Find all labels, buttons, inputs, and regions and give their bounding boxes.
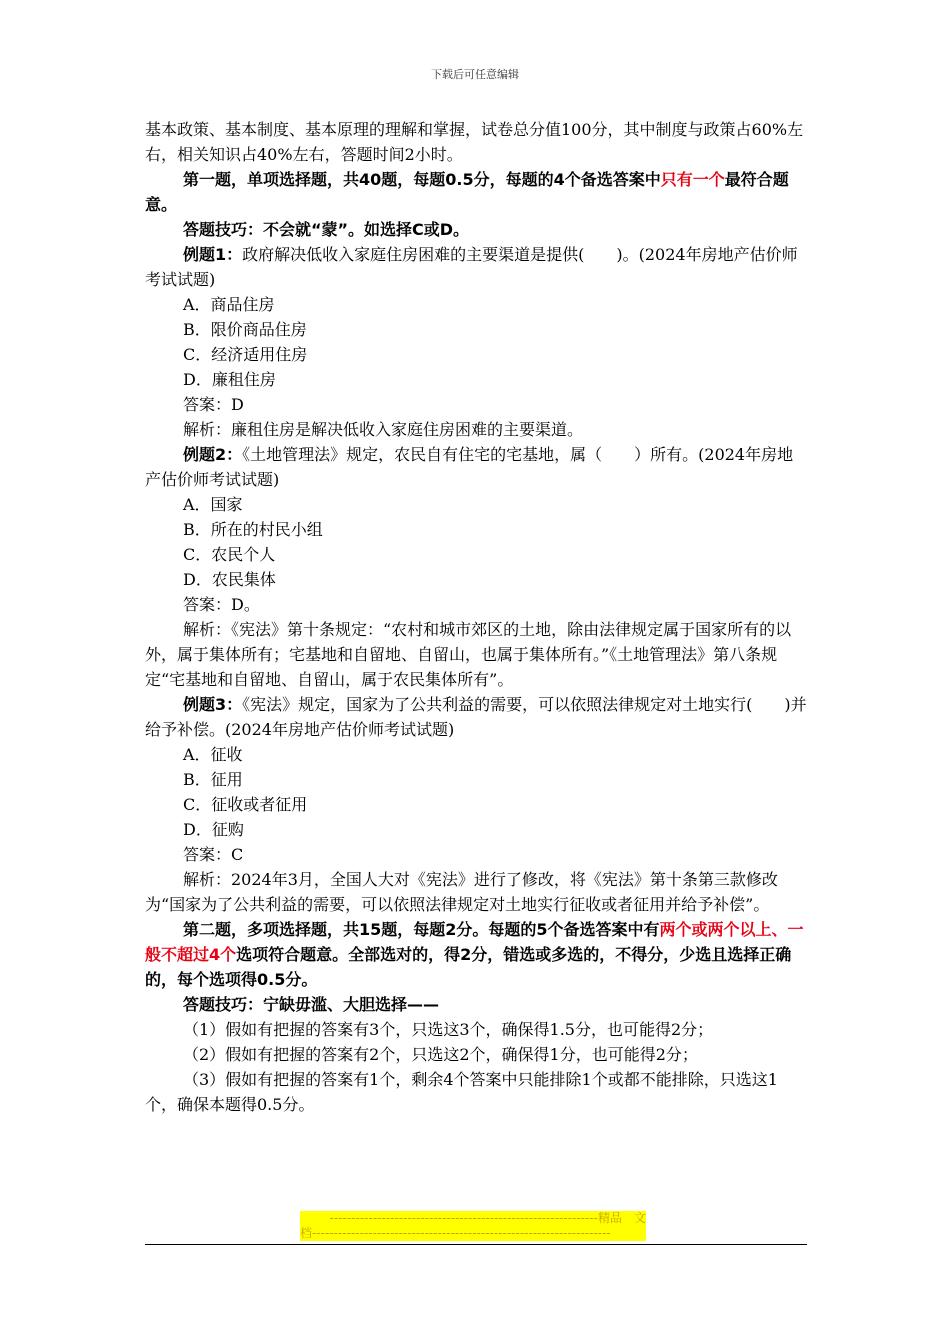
example3-question: 例题3：《宪法》规定，国家为了公共利益的需要，可以依照法律规定对土地实行( )并给予补偿。(2024年房地产估价师考试试题) bbox=[145, 695, 807, 739]
section1-highlight: 只有一个 bbox=[660, 170, 725, 189]
example2-option-b: B．所在的村民小组 bbox=[183, 520, 323, 539]
example2-option-c: C．农民个人 bbox=[183, 545, 276, 564]
section2-heading: 第二题，多项选择题，共15题，每题2分。每题的5个备选答案中有两个或两个以上、一般不超过4个选项符合题意。全部选对的，得2分，错选或多选的，不得分，少选且选择正确的，每个选项得0.5分。 bbox=[145, 920, 804, 989]
document-body bbox=[145, 117, 807, 1117]
section1-tip: 答题技巧：不会就“蒙”。如选择C或D。 bbox=[183, 220, 470, 239]
example1-answer: 答案：D bbox=[183, 395, 244, 414]
example1-option-c: C．经济适用住房 bbox=[183, 345, 308, 364]
example2-option-a: A．国家 bbox=[183, 495, 243, 514]
example2-option-d: D．农民集体 bbox=[183, 570, 276, 589]
example2-answer: 答案：D。 bbox=[183, 595, 260, 614]
example1-option-d: D．廉租住房 bbox=[183, 370, 276, 389]
footer-line-2: 档--------------------------------------------------------------------- bbox=[300, 1226, 646, 1241]
footer-line-1: --------------------------------------------------------------精品 文 bbox=[300, 1211, 646, 1226]
example1-option-b: B．限价商品住房 bbox=[183, 320, 307, 339]
example2-question: 例题2：《土地管理法》规定，农民自有住宅的宅基地，属（ ）所有。(2024年房地产估价师考试试题) bbox=[145, 445, 794, 489]
section2-tip: 答题技巧：宁缺毋滥、大胆选择—— bbox=[183, 995, 440, 1014]
example1-analysis: 解析：廉租住房是解决低收入家庭住房困难的主要渠道。 bbox=[183, 420, 584, 439]
section2-item-2: （2）假如有把握的答案有2个，只选这2个，确保得1分，也可能得2分； bbox=[183, 1045, 698, 1064]
section2-item-1: （1）假如有把握的答案有3个，只选这3个，确保得1.5分，也可能得2分； bbox=[183, 1020, 714, 1039]
section1-heading: 第一题，单项选择题，共40题，每题0.5分，每题的4个备选答案中只有一个最符合题意。 bbox=[145, 170, 789, 214]
example3-option-d: D．征购 bbox=[183, 820, 244, 839]
section2-highlight: 两个或两个以上、一般不超过4个 bbox=[145, 920, 804, 964]
page-header: 下载后可任意编辑 bbox=[431, 68, 519, 81]
example3-option-a: A．征收 bbox=[183, 745, 243, 764]
footer-divider bbox=[145, 1244, 807, 1245]
example1-question: 例题1：政府解决低收入家庭住房困难的主要渠道是提供( )。(2024年房地产估价师考试试题) bbox=[145, 245, 798, 289]
section2-item-3: （3）假如有把握的答案有1个，剩余4个答案中只能排除1个或都不能排除，只选这1个，确保本题得0.5分。 bbox=[145, 1070, 778, 1114]
example3-answer: 答案：C bbox=[183, 845, 244, 864]
example3-option-b: B．征用 bbox=[183, 770, 243, 789]
example3-analysis: 解析：2024年3月，全国人大对《宪法》进行了修改，将《宪法》第十条第三款修改为“国家为了公共利益的需要，可以依照法律规定对土地实行征收或者征用并给予补偿”。 bbox=[145, 870, 778, 914]
example1-option-a: A．商品住房 bbox=[183, 295, 275, 314]
example2-analysis: 解析：《宪法》第十条规定：“农村和城市郊区的土地，除由法律规定属于国家所有的以外，属于集体所有；宅基地和自留地、自留山，也属于集体所有。”《土地管理法》第八条规定“宅基地和自留地、自留山，属于农民集体所有”。 bbox=[145, 620, 792, 689]
intro-paragraph: 基本政策、基本制度、基本原理的理解和掌握，试卷总分值100分，其中制度与政策占60%左右，相关知识占40%左右，答题时间2小时。 bbox=[145, 120, 804, 164]
example3-option-c: C．征收或者征用 bbox=[183, 795, 308, 814]
